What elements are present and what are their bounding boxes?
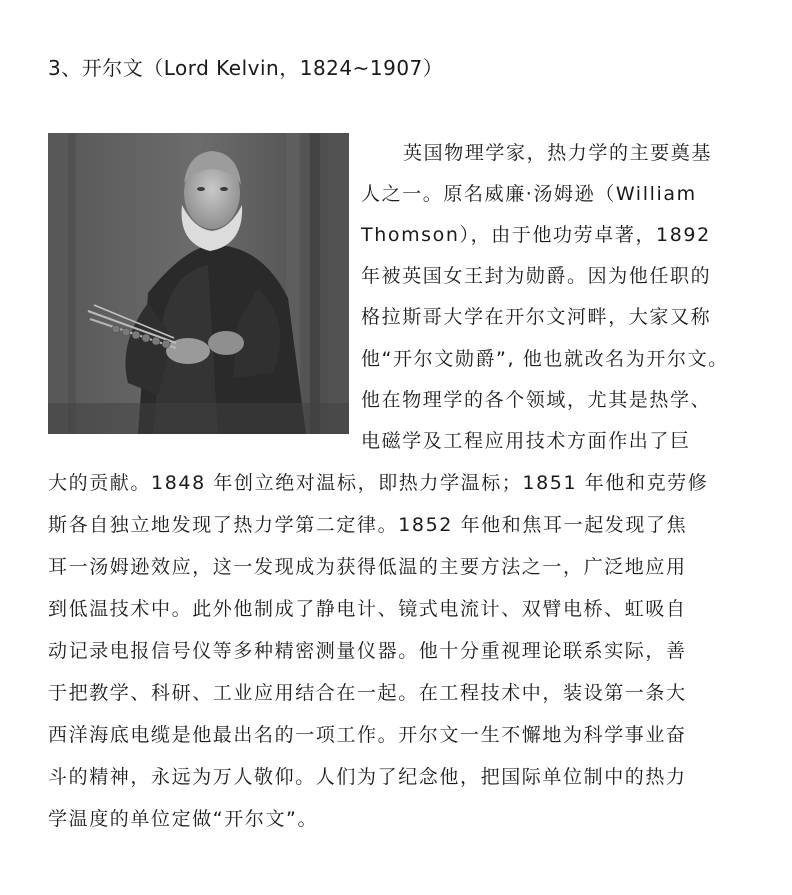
paragraph-line: 到低温技术中。此外他制成了静电计、镜式电流计、双臂电桥、虹吸自 <box>48 598 687 620</box>
paragraph-line: 格拉斯哥大学在开尔文河畔，大家又称 <box>361 306 712 328</box>
paragraph-line: 英国物理学家，热力学的主要奠基 <box>403 142 713 164</box>
paragraph-line: 年被英国女王封为勋爵。因为他任职的 <box>361 265 712 287</box>
paragraph-line: 他“开尔文勋爵”, 他也就改名为开尔文。 <box>361 348 729 370</box>
paragraph-line: 大的贡献。1848 年创立绝对温标，即热力学温标；1851 年他和克劳修 <box>48 472 709 494</box>
paragraph-line: 人之一。原名威廉·汤姆逊（William <box>361 183 697 205</box>
paragraph-line: 他在物理学的各个领域，尤其是热学、 <box>361 389 712 411</box>
paragraph-line: 动记录电报信号仪等多种精密测量仪器。他十分重视理论联系实际，善 <box>48 640 687 662</box>
paragraph-line: 斯各自独立地发现了热力学第二定律。1852 年他和焦耳一起发现了焦 <box>48 514 688 536</box>
paragraph-line: 于把教学、科研、工业应用结合在一起。在工程技术中，装设第一条大 <box>48 682 687 704</box>
paragraph-line: 学温度的单位定做“开尔文”。 <box>48 808 319 830</box>
section-heading: 3、开尔文（Lord Kelvin，1824~1907） <box>48 56 444 80</box>
paragraph-line: 西洋海底电缆是他最出名的一项工作。开尔文一生不懈地为科学事业奋 <box>48 724 687 746</box>
paragraph-line: 电磁学及工程应用技术方面作出了巨 <box>361 430 691 452</box>
paragraph-line: 斗的精神，永远为万人敬仰。人们为了纪念他，把国际单位制中的热力 <box>48 766 687 788</box>
kelvin-portrait-photo <box>48 133 349 434</box>
paragraph-line: 耳一汤姆逊效应，这一发现成为获得低温的主要方法之一，广泛地应用 <box>48 556 687 578</box>
paragraph-line: Thomson），由于他功劳卓著，1892 <box>361 224 711 246</box>
